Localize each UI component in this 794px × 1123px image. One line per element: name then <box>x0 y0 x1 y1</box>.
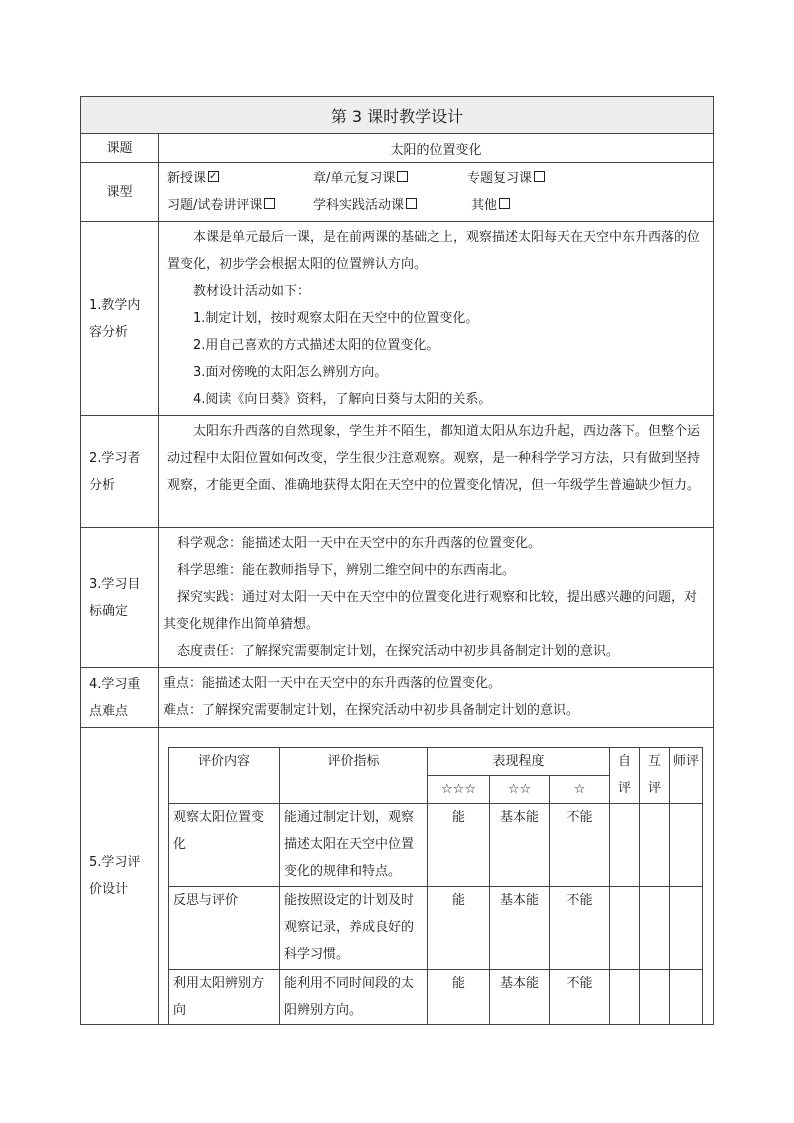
topic-value: 太阳的位置变化 <box>159 134 714 163</box>
objectives-body <box>159 528 714 668</box>
header-one-star: ☆ <box>550 776 610 804</box>
eval-indicator-cell: 能通过制定计划，观察描述太阳在天空中位置变化的规律和特点。 <box>280 804 428 887</box>
lesson-type-options <box>167 163 713 221</box>
self-eval-cell[interactable] <box>610 804 640 887</box>
peer-eval-cell[interactable] <box>640 804 670 887</box>
activity-item: 3.面对傍晚的太阳怎么辨别方向。 <box>193 365 388 380</box>
eval-content-cell: 利用太阳辨别方向 <box>169 970 280 1025</box>
level-two-star-cell: 基本能 <box>490 970 550 1025</box>
topic-label: 课题 <box>81 134 159 163</box>
objectives-label: 3.学习目 标确定 <box>81 528 159 668</box>
eval-content-cell: 反思与评价 <box>169 887 280 970</box>
self-eval-cell[interactable] <box>610 887 640 970</box>
teacher-eval-cell[interactable] <box>670 970 703 1025</box>
objective-item: 态度责任：了解探究需要制定计划，在探究活动中初步具备制定计划的意识。 <box>177 644 620 659</box>
header-performance-level: 表现程度 <box>428 748 610 776</box>
header-two-stars: ☆☆ <box>490 776 550 804</box>
key-points-label: 4.学习重 点难点 <box>81 668 159 728</box>
content-analysis-intro: 教材设计活动如下： <box>193 284 311 299</box>
content-analysis-body <box>159 222 714 416</box>
content-analysis-paragraph: 本课是单元最后一课，是在前两课的基础之上，观察描述太阳每天在天空中东升西落的位置变化，初步学会根据太阳的位置辨认方向。 <box>167 230 701 272</box>
header-teacher-eval: 师评 <box>670 748 703 804</box>
evaluation-table <box>168 747 703 1024</box>
activity-item: 1.制定计划，按时观察太阳在天空中的位置变化。 <box>193 311 479 326</box>
checkbox-icon <box>264 198 275 209</box>
activity-item: 2.用自己喜欢的方式描述太阳的位置变化。 <box>193 338 440 353</box>
level-three-star-cell: 能 <box>428 970 490 1025</box>
eval-content-cell: 观察太阳位置变化 <box>169 804 280 887</box>
checkbox-icon <box>499 198 510 209</box>
lesson-plan-table <box>80 96 714 1025</box>
evaluation-label: 5.学习评 价设计 <box>81 728 159 1025</box>
difficult-point: 难点：了解探究需要制定计划，在探究活动中初步具备制定计划的意识。 <box>163 703 580 718</box>
activity-item: 4.阅读《向日葵》资料，了解向日葵与太阳的关系。 <box>193 392 492 407</box>
teacher-eval-cell[interactable] <box>670 887 703 970</box>
checkbox-icon <box>406 198 417 209</box>
self-eval-cell[interactable] <box>610 970 640 1025</box>
document-title: 第 3 课时教学设计 <box>81 97 714 134</box>
lesson-type-option[interactable]: 新授课✓ <box>167 165 313 192</box>
key-point: 重点：能描述太阳一天中在天空中的东升西落的位置变化。 <box>163 676 502 691</box>
header-three-stars: ☆☆☆ <box>428 776 490 804</box>
lesson-type-option[interactable]: 章/单元复习课 <box>313 165 467 192</box>
level-one-star-cell: 不能 <box>550 887 610 970</box>
learner-analysis-body <box>159 416 714 528</box>
objective-item: 探究实践：通过对太阳一天中在天空中的位置变化进行观察和比较，提出感兴趣的问题，对其变化规律作出简单猜想。 <box>163 590 698 632</box>
level-one-star-cell: 不能 <box>550 970 610 1025</box>
content-analysis-label: 1.教学内 容分析 <box>81 222 159 416</box>
lesson-type-option[interactable]: 学科实践活动课 <box>313 192 467 219</box>
objective-item: 科学思维：能在教师指导下，辨别二维空间中的东西南北。 <box>177 563 516 578</box>
header-eval-indicator: 评价指标 <box>280 748 428 804</box>
peer-eval-cell[interactable] <box>640 970 670 1025</box>
checkbox-icon <box>534 171 545 182</box>
table-row <box>169 887 703 970</box>
level-two-star-cell: 基本能 <box>490 887 550 970</box>
lesson-type-option[interactable]: 习题/试卷讲评课 <box>167 192 313 219</box>
level-three-star-cell: 能 <box>428 804 490 887</box>
level-three-star-cell: 能 <box>428 887 490 970</box>
learner-analysis-paragraph: 太阳东升西落的自然现象，学生并不陌生，都知道太阳从东边升起，西边落下。但整个运动过程中太阳位置如何改变，学生很少注意观察。观察，是一种科学学习方法，只有做到坚持观察，才能更全面、准确地获得太阳在天空中的位置变化情况，但一年级学生普遍缺少恒力。 <box>167 424 701 493</box>
checkbox-icon <box>397 171 408 182</box>
level-two-star-cell: 基本能 <box>490 804 550 887</box>
header-eval-content: 评价内容 <box>169 748 280 804</box>
table-row <box>169 804 703 887</box>
level-one-star-cell: 不能 <box>550 804 610 887</box>
checked-box-icon <box>208 171 219 182</box>
header-self-eval: 自评 <box>610 748 640 804</box>
eval-indicator-cell: 能按照设定的计划及时观察记录，养成良好的科学习惯。 <box>280 887 428 970</box>
teacher-eval-cell[interactable] <box>670 804 703 887</box>
eval-indicator-cell: 能利用不同时间段的太阳辨别方向。 <box>280 970 428 1025</box>
key-points-body <box>159 668 714 728</box>
peer-eval-cell[interactable] <box>640 887 670 970</box>
lesson-type-option[interactable]: 专题复习课 <box>467 165 587 192</box>
objective-item: 科学观念：能描述太阳一天中在天空中的东升西落的位置变化。 <box>177 536 542 551</box>
lesson-type-label: 课型 <box>81 163 159 222</box>
lesson-type-option[interactable]: 其他 <box>467 192 587 219</box>
learner-analysis-label: 2.学习者 分析 <box>81 416 159 528</box>
table-row <box>169 970 703 1025</box>
header-peer-eval: 互评 <box>640 748 670 804</box>
